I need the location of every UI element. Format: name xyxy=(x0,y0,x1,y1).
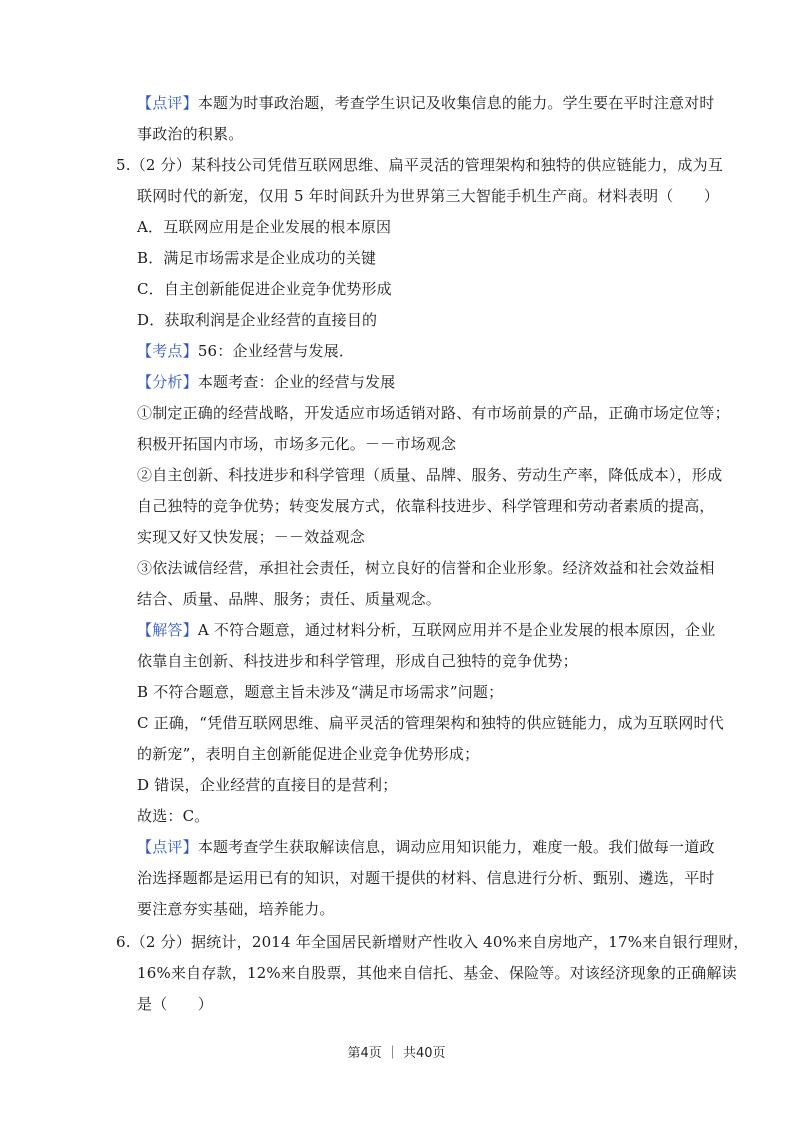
text-line xyxy=(137,589,441,609)
text-line xyxy=(137,217,391,237)
text-line xyxy=(137,496,715,516)
line-text: 依靠自主创新、科技进步和科学管理，形成自己独特的竞争优势； xyxy=(137,652,578,670)
section-tag: 【分析】 xyxy=(137,373,198,391)
line-text: D 错误，企业经营的直接目的是营利； xyxy=(137,776,398,794)
line-text: 是（ ） xyxy=(137,995,214,1013)
line-text: ②自主创新、科技进步和科学管理（质量、品牌、服务、劳动生产率，降低成本），形成 xyxy=(137,466,723,484)
text-line xyxy=(137,837,715,857)
line-text: ③依法诚信经营，承担社会责任，树立良好的信誉和企业形象。经济效益和社会效益相 xyxy=(137,559,715,577)
line-text: 实现又好又快发展；－－效益观念 xyxy=(137,528,366,546)
text-line xyxy=(137,994,213,1014)
page-footer: 第4页 ｜ 共40页 xyxy=(347,1046,446,1061)
line-text: 本题为时事政治题，考查学生识记及收集信息的能力。学生要在平时注意对时 xyxy=(197,94,715,112)
text-line xyxy=(137,620,716,640)
line-text: D．获取利润是企业经营的直接目的 xyxy=(137,311,378,329)
section-tag: 【解答】 xyxy=(137,621,198,639)
text-line xyxy=(137,744,479,764)
text-line xyxy=(137,434,456,454)
line-text: 本题考查学生获取解读信息，调动应用知识能力，难度一般。我们做每一道政 xyxy=(197,838,715,856)
section-tag: 【点评】 xyxy=(137,838,198,856)
text-line xyxy=(137,527,365,547)
text-line xyxy=(137,899,335,919)
line-text: C 正确，“凭借互联网思维、扁平灵活的管理架构和独特的供应链能力，成为互联网时代 xyxy=(137,714,724,732)
text-line xyxy=(137,558,715,578)
line-text: 16%来自存款，12%来自股票，其他来自信托、基金、保险等。对该经济现象的正确解读 xyxy=(137,964,737,982)
line-text: 联网时代的新宠，仅用 5 年时间跃升为世界第三大智能手机生产商。材料表明（ ） xyxy=(137,187,720,205)
line-text: C．自主创新能促进企业竞争优势形成 xyxy=(137,280,392,298)
text-line xyxy=(137,651,578,671)
line-text: 6.（2 分）据统计，2014 年全国居民新增财产性收入 40%来自房地产，17%来自银行理财， xyxy=(116,933,749,951)
text-line xyxy=(137,372,395,392)
line-text: A．互联网应用是企业发展的根本原因 xyxy=(137,218,392,236)
section-tag: 【点评】 xyxy=(137,94,198,112)
line-text: B 不符合题意，题意主旨未涉及“满足市场需求”问题； xyxy=(137,683,504,701)
line-text: B．满足市场需求是企业成功的关键 xyxy=(137,249,377,267)
section-tag: 【考点】 xyxy=(137,342,198,360)
line-text: 治选择题都是运用已有的知识，对题干提供的材料、信息进行分析、甄别、遴选，平时 xyxy=(137,869,715,887)
text-line xyxy=(137,403,730,423)
text-line xyxy=(137,310,377,330)
text-line xyxy=(137,465,723,485)
text-line xyxy=(137,341,354,361)
line-text: 的新宠”，表明自主创新能促进企业竞争优势形成； xyxy=(137,745,480,763)
text-line xyxy=(137,806,209,826)
line-text: 本题考查：企业的经营与发展 xyxy=(197,373,396,391)
line-text: A 不符合题意，通过材料分析，互联网应用并不是企业发展的根本原因，企业 xyxy=(197,621,716,639)
line-text: 积极开拓国内市场，市场多元化。－－市场观念 xyxy=(137,435,457,453)
text-line xyxy=(137,713,724,733)
line-text: 结合、质量、品牌、服务；责任、质量观念。 xyxy=(137,590,442,608)
text-line xyxy=(137,775,397,795)
text-line xyxy=(137,93,715,113)
text-line xyxy=(137,963,737,983)
line-text: 56：企业经营与发展． xyxy=(197,342,355,360)
line-text: 故选：C。 xyxy=(137,807,210,825)
text-line xyxy=(137,682,503,702)
line-text: 事政治的积累。 xyxy=(137,125,244,143)
text-line xyxy=(137,279,392,299)
line-text: 自己独特的竞争优势；转变发展方式，依靠科技进步、科学管理和劳动者素质的提高， xyxy=(137,497,715,515)
line-text: ①制定正确的经营战略，开发适应市场适销对路、有市场前景的产品，正确市场定位等； xyxy=(137,404,730,422)
line-text: 要注意夯实基础，培养能力。 xyxy=(137,900,335,918)
text-line xyxy=(137,868,715,888)
text-line xyxy=(116,155,724,175)
text-line xyxy=(116,932,749,952)
line-text: 5.（2 分）某科技公司凭借互联网思维、扁平灵活的管理架构和独特的供应链能力，成为互 xyxy=(116,156,724,174)
text-line xyxy=(137,186,719,206)
text-line xyxy=(137,248,376,268)
text-line xyxy=(137,124,243,144)
